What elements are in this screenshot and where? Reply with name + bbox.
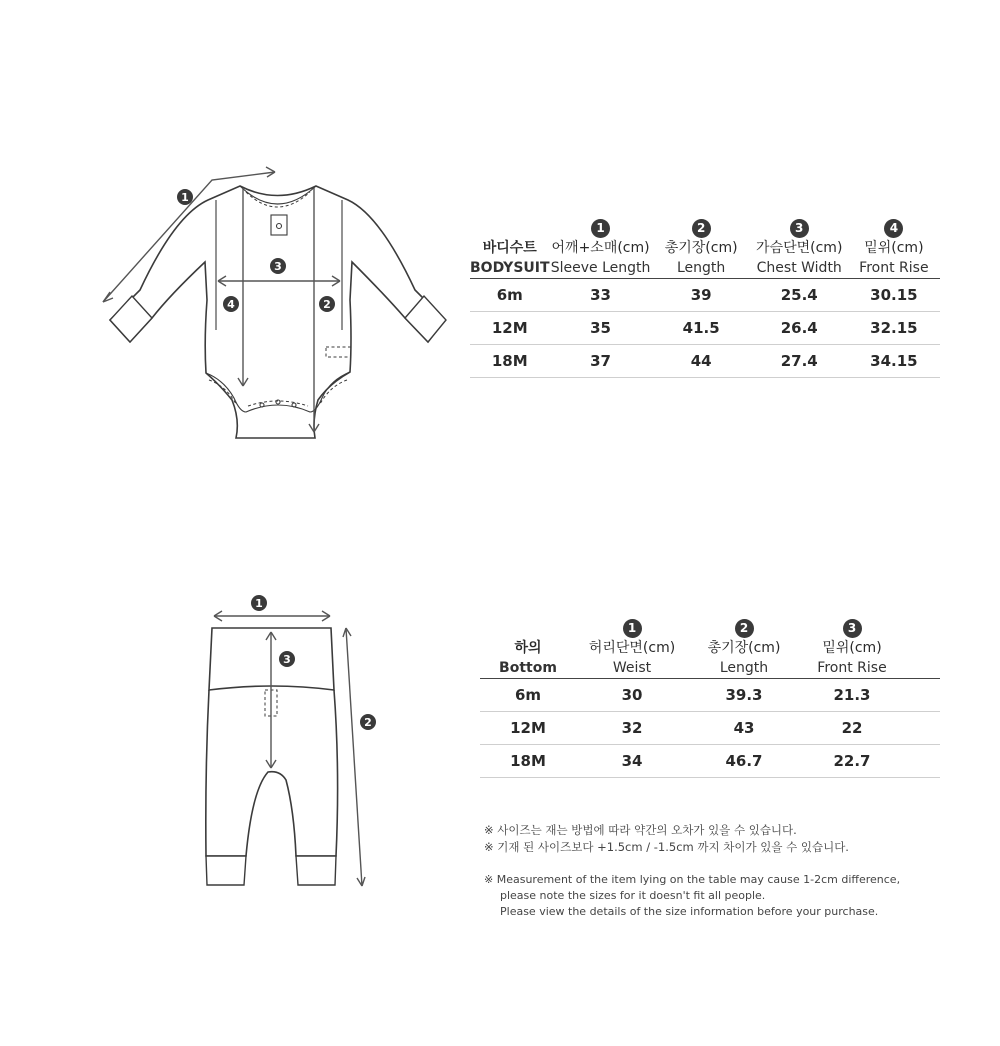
note-english-1: ※ Measurement of the item lying on the table may cause 1-2cm difference, xyxy=(484,873,901,886)
front-rise-marker xyxy=(279,651,295,667)
value-cell: 30.15 xyxy=(848,279,940,312)
table-row xyxy=(470,345,940,378)
note-english-2: please note the sizes for it doesn't fit all people. xyxy=(500,889,766,902)
waist-header: 허리단면(cm) Weist xyxy=(576,638,688,679)
table-row xyxy=(480,745,940,778)
size-cell: 18M xyxy=(480,745,576,778)
column-marker: 2 xyxy=(692,219,711,238)
svg-text:3: 3 xyxy=(283,653,291,666)
table-label-header: 하의 Bottom xyxy=(480,638,576,679)
value-cell: 35 xyxy=(550,312,652,345)
svg-text:2: 2 xyxy=(364,716,372,729)
size-cell: 6m xyxy=(470,279,550,312)
value-cell: 39 xyxy=(652,279,751,312)
svg-text:2: 2 xyxy=(323,298,331,311)
column-marker: 2 xyxy=(735,619,754,638)
sleeve-length-header: 어깨+소매(cm) Sleeve Length xyxy=(550,238,652,279)
value-cell: 41.5 xyxy=(652,312,751,345)
size-cell: 12M xyxy=(480,712,576,745)
size-cell: 12M xyxy=(470,312,550,345)
column-marker: 4 xyxy=(884,219,903,238)
value-cell: 25.4 xyxy=(751,279,848,312)
column-marker: 3 xyxy=(790,219,809,238)
value-cell: 33 xyxy=(550,279,652,312)
value-cell: 34.15 xyxy=(848,345,940,378)
value-cell: 34 xyxy=(576,745,688,778)
value-cell: 46.7 xyxy=(688,745,800,778)
table-row xyxy=(470,279,940,312)
length-header: 총기장(cm) Length xyxy=(652,238,751,279)
table-row xyxy=(480,712,940,745)
bodysuit-size-table xyxy=(470,210,940,378)
svg-text:3: 3 xyxy=(274,260,282,273)
svg-text:4: 4 xyxy=(227,298,235,311)
value-cell: 32.15 xyxy=(848,312,940,345)
value-cell: 22.7 xyxy=(800,745,904,778)
column-marker: 3 xyxy=(843,619,862,638)
bodysuit-section xyxy=(0,0,1000,480)
value-cell: 39.3 xyxy=(688,679,800,712)
pants-illustration xyxy=(190,590,390,890)
table-label-header: 바디수트 BODYSUIT xyxy=(470,238,550,279)
table-row xyxy=(480,679,940,712)
column-marker: 1 xyxy=(591,219,610,238)
bodysuit-illustration xyxy=(95,160,465,450)
bottom-size-table xyxy=(480,610,940,778)
value-cell: 30 xyxy=(576,679,688,712)
length-marker xyxy=(360,714,376,730)
sleeve-length-marker xyxy=(177,189,193,205)
note-english-3: Please view the details of the size information before your purchase. xyxy=(500,905,879,918)
chest-width-header: 가슴단면(cm) Chest Width xyxy=(751,238,848,279)
note-english xyxy=(484,872,944,920)
svg-text:1: 1 xyxy=(255,597,263,610)
column-marker: 1 xyxy=(623,619,642,638)
value-cell: 43 xyxy=(688,712,800,745)
length-marker xyxy=(319,296,335,312)
value-cell: 32 xyxy=(576,712,688,745)
front-rise-header: 밑위(cm) Front Rise xyxy=(848,238,940,279)
note-korean-1: ※ 사이즈는 재는 방법에 따라 약간의 오차가 있을 수 있습니다. xyxy=(484,823,797,837)
value-cell: 27.4 xyxy=(751,345,848,378)
chest-width-marker xyxy=(270,258,286,274)
value-cell: 21.3 xyxy=(800,679,904,712)
length-header: 총기장(cm) Length xyxy=(688,638,800,679)
value-cell: 26.4 xyxy=(751,312,848,345)
size-notes xyxy=(484,822,944,920)
size-cell: 18M xyxy=(470,345,550,378)
front-rise-header: 밑위(cm) Front Rise xyxy=(800,638,904,679)
front-rise-marker xyxy=(223,296,239,312)
waist-marker xyxy=(251,595,267,611)
table-row xyxy=(470,312,940,345)
note-korean-2: ※ 기재 된 사이즈보다 +1.5cm / -1.5cm 까지 차이가 있을 수 있습니다. xyxy=(484,840,849,854)
value-cell: 37 xyxy=(550,345,652,378)
svg-text:1: 1 xyxy=(181,191,189,204)
value-cell: 22 xyxy=(800,712,904,745)
value-cell: 44 xyxy=(652,345,751,378)
size-cell: 6m xyxy=(480,679,576,712)
